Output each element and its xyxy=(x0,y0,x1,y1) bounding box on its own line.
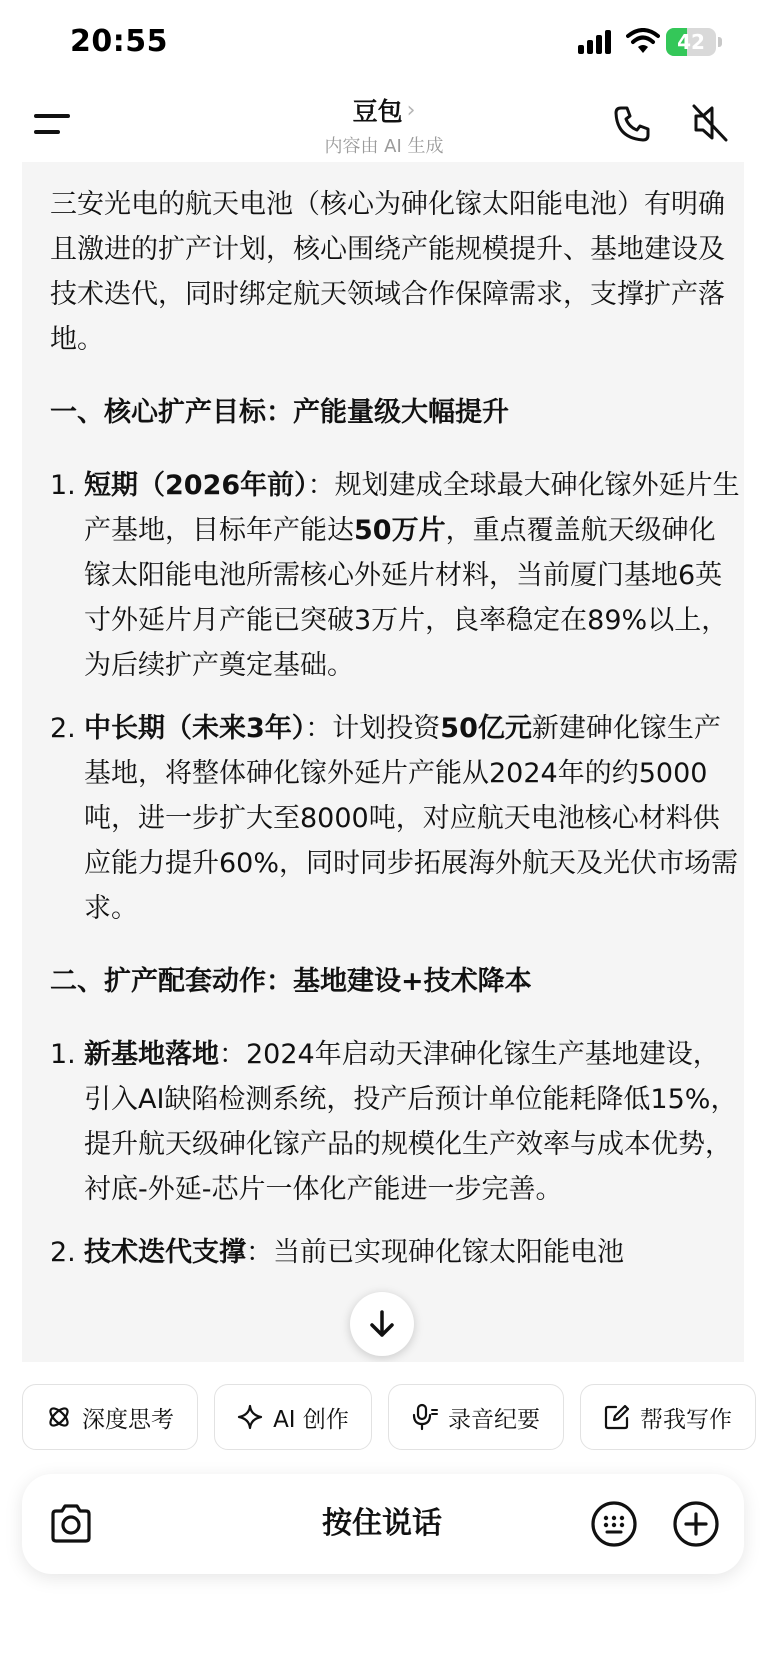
message-body xyxy=(50,182,740,1293)
list-number: 2. xyxy=(50,1237,76,1268)
hold-to-talk-button[interactable]: 按住说话 xyxy=(322,1506,442,1541)
input-bar xyxy=(22,1474,744,1574)
list-item xyxy=(50,1032,740,1212)
edit-icon xyxy=(604,1404,630,1430)
list-item-label: 短期（2026年前） xyxy=(84,470,308,501)
ai-generated-notice: 内容由 AI 生成 xyxy=(324,136,444,157)
chip-label: 深度思考 xyxy=(82,1406,174,1433)
menu-icon[interactable] xyxy=(34,112,74,136)
list-item-highlight: 50亿元 xyxy=(440,713,532,744)
sparkle-icon xyxy=(237,1404,263,1430)
ai-create-button[interactable] xyxy=(214,1384,372,1450)
chat-header xyxy=(0,88,768,164)
battery-icon xyxy=(666,28,716,56)
battery-percentage: 42 xyxy=(677,30,705,54)
plus-icon[interactable] xyxy=(672,1500,720,1548)
list-item-label: 中长期（未来3年） xyxy=(84,713,306,744)
chip-label: 录音纪要 xyxy=(448,1406,540,1433)
quick-action-bar xyxy=(0,1362,768,1472)
list-number: 2. xyxy=(50,713,76,744)
list-item-label: 新基地落地 xyxy=(84,1039,219,1070)
ai-message-bubble xyxy=(22,162,744,1362)
list-item-text: ：当前已实现砷化镓太阳能电池 xyxy=(246,1237,624,1268)
scroll-to-bottom-button[interactable] xyxy=(350,1292,414,1356)
chip-label: AI 创作 xyxy=(273,1406,349,1433)
keyboard-icon[interactable] xyxy=(590,1500,638,1548)
list-item-label: 技术迭代支撑 xyxy=(84,1237,246,1268)
chat-scroll-area[interactable] xyxy=(0,162,768,1362)
list-item-text: ：计划投资 xyxy=(305,713,441,744)
list-item-highlight: 50万片 xyxy=(354,515,446,546)
phone-call-icon[interactable] xyxy=(612,104,652,144)
section-heading: 一、核心扩产目标：产能量级大幅提升 xyxy=(50,397,509,428)
list-item-text: ：2024年启动天津砷化镓生产基地建设，引入AI缺陷检测系统，投产后预计单位能耗降低15%，提升航天级砷化镓产品的规模化生产效率与成本优势，衬底-外延-芯片一体化产能进一步完善。 xyxy=(84,1039,738,1205)
numbered-list xyxy=(50,1032,740,1275)
list-item-text: ：规划建成全球最大砷化镓外延片生产基地，目标年产能达 xyxy=(84,470,740,546)
section-heading: 二、扩产配套动作：基地建设+技术降本 xyxy=(50,966,532,997)
list-item xyxy=(50,463,740,688)
arrow-down-icon xyxy=(369,1310,395,1338)
list-number: 1. xyxy=(50,470,76,501)
deep-thinking-button[interactable] xyxy=(22,1384,198,1450)
chat-title[interactable]: 豆包 xyxy=(352,97,403,126)
speaker-mute-icon[interactable] xyxy=(690,102,730,144)
message-intro: 三安光电的航天电池（核心为砷化镓太阳能电池）有明确且激进的扩产计划，核心围绕产能规模提升、基地建设及技术迭代，同时绑定航天领域合作保障需求，支撑扩产落地。 xyxy=(50,189,725,355)
chip-label: 帮我写作 xyxy=(640,1406,732,1433)
chat-title-area[interactable] xyxy=(234,92,534,158)
list-item xyxy=(50,1230,740,1275)
list-item-text: 新建砷化镓生产基地，将整体砷化镓外延片产能从2024年的约5000吨，进一步扩大至8000吨，对应航天电池核心材料供应能力提升60%，同时同步拓展海外航天及光伏市场需求。 xyxy=(84,713,739,924)
recording-summary-button[interactable] xyxy=(388,1384,564,1450)
list-item xyxy=(50,706,740,931)
camera-icon[interactable] xyxy=(48,1502,94,1546)
battery-cap xyxy=(718,37,722,47)
cellular-signal-icon xyxy=(578,30,614,54)
status-bar xyxy=(0,0,768,88)
atom-icon xyxy=(46,1404,72,1430)
status-time: 20:55 xyxy=(70,24,168,59)
list-number: 1. xyxy=(50,1039,76,1070)
numbered-list xyxy=(50,463,740,931)
microphone-icon xyxy=(412,1403,438,1431)
wifi-icon xyxy=(626,28,660,54)
chevron-right-icon: › xyxy=(406,97,416,123)
help-me-write-button[interactable] xyxy=(580,1384,756,1450)
list-item-text: ，重点覆盖航天级砷化镓太阳能电池所需核心外延片材料，当前厦门基地6英寸外延片月产能已突破3万片，良率稳定在89%以上，为后续扩产奠定基础。 xyxy=(84,515,729,681)
